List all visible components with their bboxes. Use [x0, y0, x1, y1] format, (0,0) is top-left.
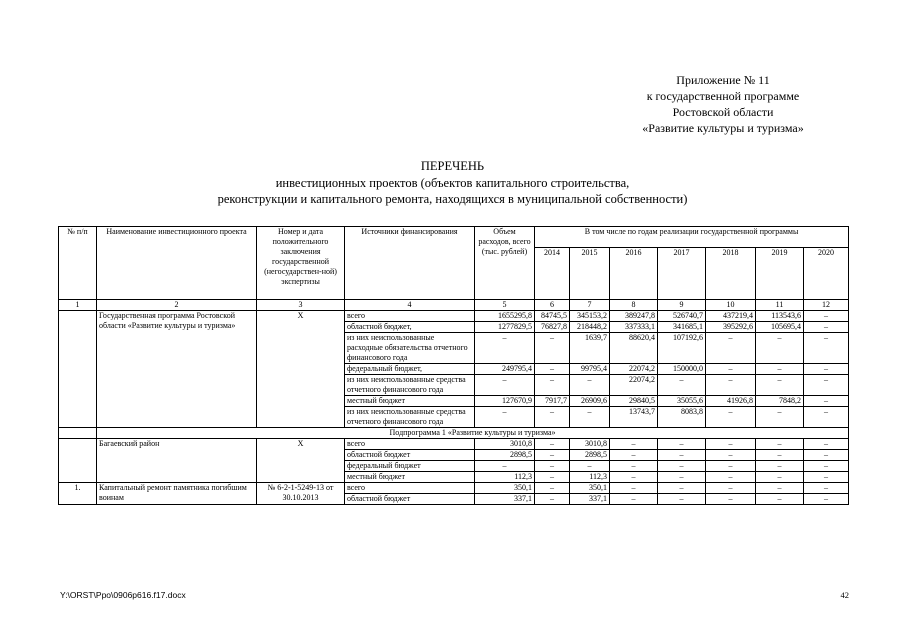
- district-name: Багаевский район: [97, 439, 257, 483]
- value-cell: –: [658, 375, 706, 396]
- value-cell: 41926,8: [706, 396, 756, 407]
- project-num: 1.: [59, 483, 97, 505]
- value-cell: –: [535, 364, 570, 375]
- value-cell: –: [535, 461, 570, 472]
- value-cell: –: [804, 311, 849, 322]
- value-cell: 112,3: [570, 472, 610, 483]
- value-cell: 337333,1: [610, 322, 658, 333]
- appendix-line: Приложение № 11: [676, 73, 770, 87]
- value-cell: 22074,2: [610, 375, 658, 396]
- district-expertise: X: [257, 439, 345, 483]
- source-label: областной бюджет: [345, 450, 475, 461]
- value-cell: 76827,8: [535, 322, 570, 333]
- value-cell: 337,1: [570, 494, 610, 505]
- value-cell: –: [804, 407, 849, 428]
- value-cell: –: [804, 364, 849, 375]
- value-cell: 341685,1: [658, 322, 706, 333]
- document-subtitle-line: реконструкции и капитального ремонта, находящихся в муниципальной собственности): [217, 192, 688, 206]
- value-cell: 2898,5: [475, 450, 535, 461]
- value-cell: –: [756, 439, 804, 450]
- value-cell: –: [610, 472, 658, 483]
- source-label: из них неиспользованные средства отчетного финансового года: [345, 407, 475, 428]
- value-cell: –: [475, 375, 535, 396]
- value-cell: –: [706, 494, 756, 505]
- value-cell: –: [570, 375, 610, 396]
- value-cell: 218448,2: [570, 322, 610, 333]
- value-cell: 8083,8: [658, 407, 706, 428]
- value-cell: –: [658, 483, 706, 494]
- value-cell: –: [706, 375, 756, 396]
- value-cell: 7848,2: [756, 396, 804, 407]
- value-cell: –: [610, 461, 658, 472]
- value-cell: 3010,8: [475, 439, 535, 450]
- header-year: 2015: [570, 248, 610, 300]
- value-cell: 437219,4: [706, 311, 756, 322]
- value-cell: –: [706, 472, 756, 483]
- header-name: Наименование инвестиционного проекта: [97, 227, 257, 300]
- source-label: федеральный бюджет: [345, 461, 475, 472]
- column-index: 6: [535, 300, 570, 311]
- subprogram-num-cell: [59, 428, 97, 439]
- header-year: 2016: [610, 248, 658, 300]
- header-year: 2020: [804, 248, 849, 300]
- column-index: 8: [610, 300, 658, 311]
- value-cell: –: [756, 407, 804, 428]
- project-name: Капитальный ремонт памятника погибшим воинам: [97, 483, 257, 505]
- value-cell: –: [804, 396, 849, 407]
- column-index-row: [59, 300, 849, 311]
- column-index: 7: [570, 300, 610, 311]
- value-cell: 105695,4: [756, 322, 804, 333]
- program-name: Государственная программа Ростовской области «Развитие культуры и туризма»: [97, 311, 257, 428]
- investment-projects-table: [58, 226, 849, 505]
- value-cell: 1277829,5: [475, 322, 535, 333]
- column-index: 4: [345, 300, 475, 311]
- source-label: из них неиспользованные средства отчетного финансового года: [345, 375, 475, 396]
- value-cell: 345153,2: [570, 311, 610, 322]
- value-cell: 1655295,8: [475, 311, 535, 322]
- value-cell: –: [756, 450, 804, 461]
- source-label: местный бюджет: [345, 472, 475, 483]
- value-cell: 350,1: [475, 483, 535, 494]
- document-subtitle-line: инвестиционных проектов (объектов капитального строительства,: [275, 176, 630, 190]
- value-cell: 2898,5: [570, 450, 610, 461]
- value-cell: –: [658, 461, 706, 472]
- value-cell: –: [610, 439, 658, 450]
- value-cell: 1639,7: [570, 333, 610, 364]
- header-volume: Объем расходов, всего (тыс. рублей): [475, 227, 535, 300]
- header-year: 2014: [535, 248, 570, 300]
- value-cell: –: [610, 483, 658, 494]
- source-label: всего: [345, 483, 475, 494]
- header-year: 2017: [658, 248, 706, 300]
- subprogram-title: Подпрограмма 1 «Развитие культуры и туризма»: [97, 428, 849, 439]
- column-index: 1: [59, 300, 97, 311]
- header-year: 2018: [706, 248, 756, 300]
- value-cell: –: [706, 333, 756, 364]
- source-label: всего: [345, 439, 475, 450]
- value-cell: –: [570, 461, 610, 472]
- source-label: из них неиспользованные расходные обязательства отчетного финансового года: [345, 333, 475, 364]
- district-num-cell: [59, 439, 97, 483]
- source-label: областной бюджет: [345, 494, 475, 505]
- value-cell: 88620,4: [610, 333, 658, 364]
- value-cell: 249795,4: [475, 364, 535, 375]
- value-cell: –: [756, 333, 804, 364]
- header-expertise: Номер и дата положительного заключения государственной (негосударствен-ной) экспертизы: [257, 227, 345, 300]
- document-title: ПЕРЕЧЕНЬ: [420, 159, 485, 173]
- footer-file-path: Y:\ORST\Ppo\0906p616.f17.docx: [60, 590, 186, 600]
- value-cell: 107192,6: [658, 333, 706, 364]
- value-cell: –: [804, 322, 849, 333]
- value-cell: 3010,8: [570, 439, 610, 450]
- value-cell: 395292,6: [706, 322, 756, 333]
- value-cell: 13743,7: [610, 407, 658, 428]
- value-cell: –: [804, 375, 849, 396]
- value-cell: –: [804, 439, 849, 450]
- header-years-group: В том числе по годам реализации государственной программы: [535, 227, 849, 248]
- value-cell: –: [535, 333, 570, 364]
- value-cell: –: [804, 450, 849, 461]
- value-cell: –: [535, 450, 570, 461]
- value-cell: –: [535, 375, 570, 396]
- value-cell: –: [658, 494, 706, 505]
- table-row: [59, 428, 849, 439]
- value-cell: –: [475, 333, 535, 364]
- value-cell: –: [658, 472, 706, 483]
- appendix-line: Ростовской области: [672, 105, 774, 119]
- value-cell: –: [756, 472, 804, 483]
- value-cell: –: [756, 364, 804, 375]
- value-cell: 99795,4: [570, 364, 610, 375]
- header-year: 2019: [756, 248, 804, 300]
- column-index: 9: [658, 300, 706, 311]
- value-cell: –: [804, 494, 849, 505]
- table-row: [59, 311, 849, 322]
- value-cell: –: [658, 439, 706, 450]
- value-cell: –: [706, 450, 756, 461]
- header-sources: Источники финансирования: [345, 227, 475, 300]
- header-row: [59, 227, 849, 248]
- value-cell: –: [535, 494, 570, 505]
- project-expertise: № 6-2-1-5249-13 от 30.10.2013: [257, 483, 345, 505]
- value-cell: –: [535, 439, 570, 450]
- value-cell: 350,1: [570, 483, 610, 494]
- table-row: [59, 439, 849, 450]
- value-cell: 26909,6: [570, 396, 610, 407]
- value-cell: 35055,6: [658, 396, 706, 407]
- value-cell: 84745,5: [535, 311, 570, 322]
- value-cell: –: [756, 461, 804, 472]
- source-label: местный бюджет: [345, 396, 475, 407]
- value-cell: –: [804, 461, 849, 472]
- value-cell: –: [706, 364, 756, 375]
- value-cell: –: [706, 407, 756, 428]
- value-cell: –: [475, 461, 535, 472]
- value-cell: –: [756, 494, 804, 505]
- appendix-line: «Развитие культуры и туризма»: [642, 121, 804, 135]
- value-cell: 150000,0: [658, 364, 706, 375]
- value-cell: 389247,8: [610, 311, 658, 322]
- value-cell: –: [804, 483, 849, 494]
- column-index: 5: [475, 300, 535, 311]
- value-cell: 29840,5: [610, 396, 658, 407]
- column-index: 2: [97, 300, 257, 311]
- appendix-header: [593, 72, 853, 136]
- value-cell: 127670,9: [475, 396, 535, 407]
- value-cell: –: [706, 461, 756, 472]
- program-expertise: X: [257, 311, 345, 428]
- value-cell: –: [535, 407, 570, 428]
- value-cell: –: [756, 375, 804, 396]
- value-cell: –: [706, 483, 756, 494]
- value-cell: –: [535, 472, 570, 483]
- value-cell: –: [535, 483, 570, 494]
- value-cell: –: [804, 333, 849, 364]
- source-label: федеральный бюджет,: [345, 364, 475, 375]
- column-index: 3: [257, 300, 345, 311]
- value-cell: –: [804, 472, 849, 483]
- header-num: № п/п: [59, 227, 97, 300]
- value-cell: 337,1: [475, 494, 535, 505]
- value-cell: –: [610, 494, 658, 505]
- value-cell: –: [610, 450, 658, 461]
- appendix-line: к государственной программе: [646, 89, 800, 103]
- value-cell: 112,3: [475, 472, 535, 483]
- column-index: 11: [756, 300, 804, 311]
- source-label: всего: [345, 311, 475, 322]
- value-cell: –: [756, 483, 804, 494]
- value-cell: 113543,6: [756, 311, 804, 322]
- value-cell: –: [475, 407, 535, 428]
- program-num-cell: [59, 311, 97, 428]
- value-cell: –: [706, 439, 756, 450]
- table-row: [59, 483, 849, 494]
- value-cell: 526740,7: [658, 311, 706, 322]
- value-cell: 7917,7: [535, 396, 570, 407]
- column-index: 12: [804, 300, 849, 311]
- column-index: 10: [706, 300, 756, 311]
- source-label: областной бюджет,: [345, 322, 475, 333]
- footer-page-number: 42: [840, 590, 849, 600]
- value-cell: –: [658, 450, 706, 461]
- value-cell: 22074,2: [610, 364, 658, 375]
- value-cell: –: [570, 407, 610, 428]
